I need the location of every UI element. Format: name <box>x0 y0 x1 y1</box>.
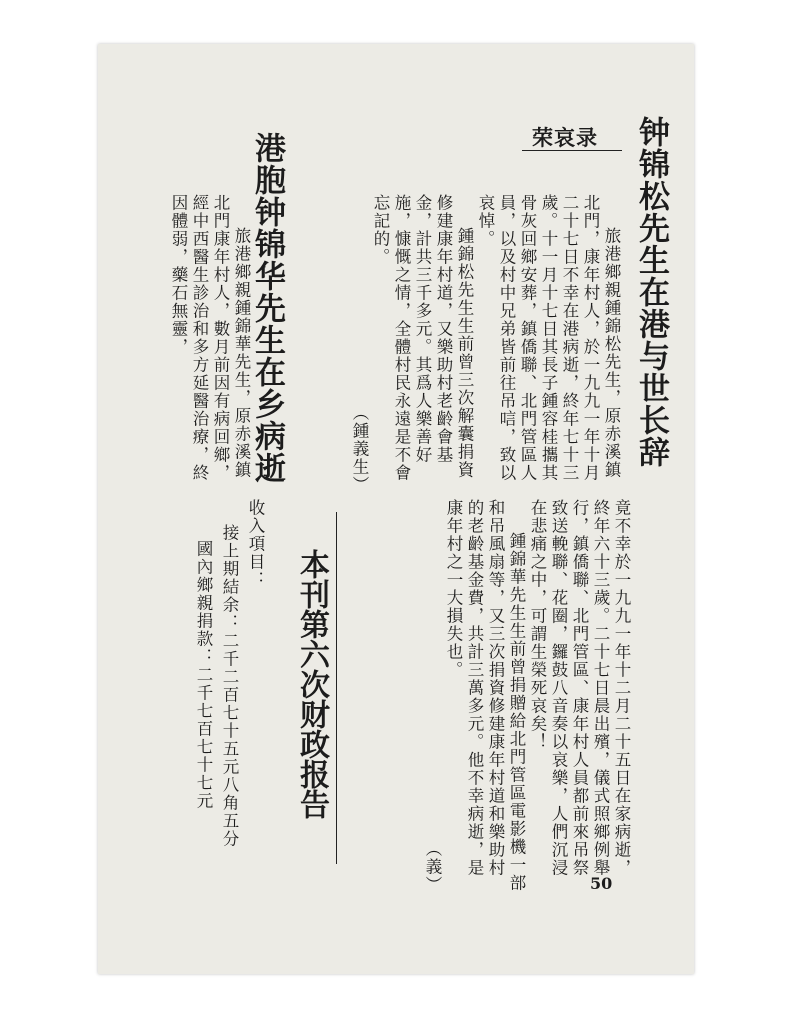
article2-body-part2 <box>362 499 632 894</box>
article1-title: 钟锦松先生在港与世长辞 <box>633 116 669 468</box>
article2-paragraph-3: 鍾錦華先生生前曾捐贈給北門管區電影機一部和吊風扇等，又三次捐資修建康年村道和樂助村的老齡基金費，共計三萬多元。他不幸病逝，是康年村之一大損失也。 <box>444 499 526 892</box>
section-rule <box>522 150 622 151</box>
financial-report <box>158 499 268 879</box>
article2-paragraph-1: 旅港鄉親鍾錦華先生，原赤溪鎮北門康年村人，數月前因有病回鄉，經中西醫生診治和多方延醫治療，終因體弱，藥石無靈， <box>169 194 251 482</box>
report-rule <box>336 512 337 864</box>
section-label: 荣哀录 <box>532 126 598 150</box>
domestic-donation-amount: 二千七百七十七元 <box>194 666 213 811</box>
page-number: 50 <box>590 874 613 893</box>
article1-body <box>346 194 622 494</box>
article1-credit: （鍾義生） <box>350 404 369 494</box>
carried-forward-row <box>216 499 242 879</box>
article2-title: 港胞钟锦华先生在乡病逝 <box>249 132 285 484</box>
domestic-donation-label: 國內鄉親捐款： <box>194 540 213 667</box>
article1-paragraph-2: 鍾錦松先生生前曾三次解囊捐資修建康年村道，又樂助村老齡會基金，計共三千多元。其爲人樂善好施，慷慨之情，全體村民永遠是不會忘記的。 <box>371 194 474 482</box>
article2-credit: （義） <box>423 840 442 894</box>
domestic-donation-row <box>190 499 216 879</box>
article2-paragraph-2: 竟不幸於一九九一年十二月二十五日在家病逝，終年六十三歲。二十七日晨出殯，儀式照鄉例舉行，鎮僑聯、北門管區、康年村人員都前來吊祭致送輓聯、花圈，鑼鼓八音奏以哀樂，人們沉浸在悲痛之中，可謂生榮死哀矣！ <box>528 499 631 877</box>
income-heading: 收入項目： <box>246 499 265 589</box>
page-paper <box>98 44 694 974</box>
carried-forward-amount: 二千二百七十五元八角五分 <box>220 631 239 848</box>
article1-paragraph-1: 旅港鄉親鍾錦松先生，原赤溪鎮北門，康年村人，於一九九一年十月二十七日不幸在港病逝，終年七十三歲。十一月十七日其長子鍾容桂攜其骨灰回鄉安葬，鎮僑聯、北門管區人員，以及村中兄弟皆前往吊唁，致以哀悼。 <box>476 194 621 482</box>
carried-forward-label: 接上期結余： <box>220 523 239 632</box>
article2-body-part1 <box>162 194 252 494</box>
article3-title: 本刊第六次财政报告 <box>294 549 329 819</box>
